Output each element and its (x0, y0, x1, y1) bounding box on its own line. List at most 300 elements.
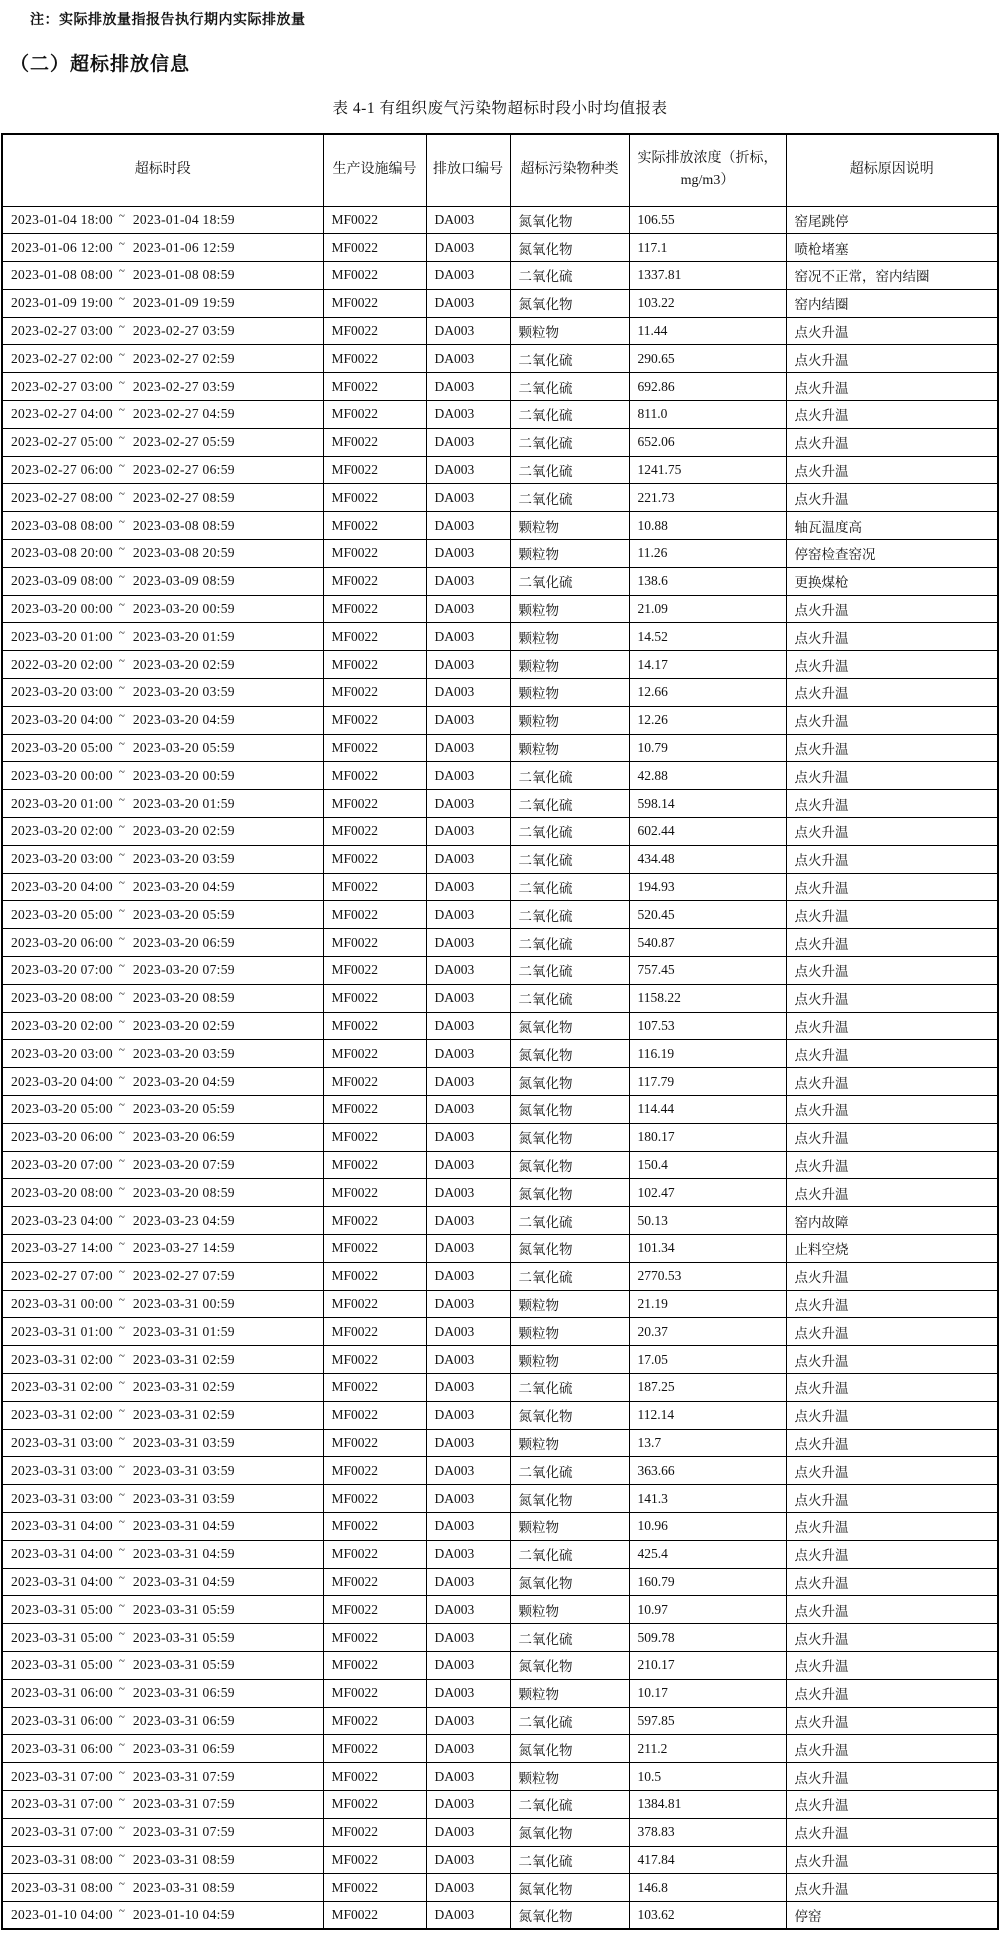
report-note: 注：实际排放量指报告执行期内实际排放量 (30, 13, 306, 28)
reason-cell: 点火升温 (786, 401, 998, 429)
facility-cell: MF0022 (323, 1624, 426, 1652)
period-start: 2023-03-20 04:00 (11, 1073, 113, 1089)
table-body (2, 206, 998, 1929)
facility-cell: MF0022 (323, 845, 426, 873)
period-cell (2, 317, 323, 345)
reason-cell: 点火升温 (786, 623, 998, 651)
reason-cell: 点火升温 (786, 1040, 998, 1068)
table-row (2, 1234, 998, 1262)
period-end: 2023-03-31 05:59 (132, 1657, 235, 1673)
outlet-cell: DA003 (426, 234, 510, 262)
period-end: 2023-03-31 05:59 (132, 1601, 235, 1617)
table-row (2, 1401, 998, 1429)
period-start: 2023-03-20 06:00 (11, 1129, 113, 1145)
period-cell (2, 1624, 323, 1652)
period-start: 2023-03-31 01:00 (11, 1323, 113, 1339)
period-cell (2, 1179, 323, 1207)
period-start: 2023-03-31 02:00 (11, 1379, 113, 1395)
reason-cell: 点火升温 (786, 1874, 998, 1902)
facility-cell: MF0022 (323, 651, 426, 679)
reason-cell: 点火升温 (786, 957, 998, 985)
concentration-cell: 12.66 (629, 679, 786, 707)
period-end: 2023-03-20 03:59 (132, 1045, 235, 1061)
concentration-cell: 10.96 (629, 1512, 786, 1540)
period-separator: ~ (118, 626, 124, 639)
reason-cell: 点火升温 (786, 1373, 998, 1401)
pollutant-cell: 二氧化硫 (510, 428, 629, 456)
facility-cell: MF0022 (323, 1123, 426, 1151)
facility-cell: MF0022 (323, 679, 426, 707)
period-start: 2023-03-08 20:00 (11, 545, 113, 561)
period-separator: ~ (118, 1710, 124, 1723)
period-cell (2, 428, 323, 456)
facility-cell: MF0022 (323, 289, 426, 317)
period-separator: ~ (118, 1016, 124, 1028)
table-row (2, 1485, 998, 1513)
table-row (2, 512, 998, 540)
outlet-cell: DA003 (426, 901, 510, 929)
reason-cell: 停窑检查窑况 (786, 540, 998, 568)
period-cell (2, 1707, 323, 1735)
reason-cell: 窑尾跳停 (786, 206, 998, 234)
period-end: 2023-02-27 06:59 (132, 462, 235, 478)
concentration-cell: 10.17 (629, 1679, 786, 1707)
facility-cell: MF0022 (323, 818, 426, 846)
facility-cell: MF0022 (323, 1874, 426, 1902)
table-row (2, 1262, 998, 1290)
outlet-cell: DA003 (426, 1512, 510, 1540)
concentration-cell: 363.66 (629, 1457, 786, 1485)
period-start: 2022-03-20 02:00 (11, 656, 113, 672)
table-row (2, 1040, 998, 1068)
facility-cell: MF0022 (323, 540, 426, 568)
table-row (2, 1207, 998, 1235)
reason-cell: 点火升温 (786, 706, 998, 734)
reason-cell: 点火升温 (786, 1512, 998, 1540)
concentration-cell: 13.7 (629, 1429, 786, 1457)
period-cell (2, 1485, 323, 1513)
concentration-cell: 107.53 (629, 1012, 786, 1040)
period-cell (2, 734, 323, 762)
concentration-cell: 103.22 (629, 289, 786, 317)
facility-cell: MF0022 (323, 1790, 426, 1818)
period-start: 2023-03-08 08:00 (11, 517, 113, 533)
period-separator: ~ (118, 1238, 124, 1251)
table-row (2, 845, 998, 873)
reason-cell: 止料空烧 (786, 1234, 998, 1262)
outlet-cell: DA003 (426, 1429, 510, 1457)
reason-cell: 点火升温 (786, 1262, 998, 1290)
period-end: 2023-03-31 07:59 (132, 1768, 235, 1784)
outlet-cell: DA003 (426, 679, 510, 707)
period-separator: ~ (118, 376, 124, 389)
period-separator: ~ (118, 404, 124, 417)
period-separator: ~ (118, 1849, 124, 1862)
concentration-cell: 811.0 (629, 401, 786, 429)
table-row (2, 1818, 998, 1846)
concentration-cell: 160.79 (629, 1568, 786, 1596)
facility-cell: MF0022 (323, 1401, 426, 1429)
period-start: 2023-03-31 02:00 (11, 1351, 113, 1367)
period-cell (2, 1151, 323, 1179)
period-start: 2023-03-20 05:00 (11, 740, 113, 756)
period-start: 2023-03-20 03:00 (11, 684, 113, 700)
table-row (2, 1373, 998, 1401)
table-row (2, 1096, 998, 1124)
period-separator: ~ (118, 1377, 124, 1390)
period-cell (2, 679, 323, 707)
period-start: 2023-01-10 04:00 (11, 1907, 113, 1923)
period-end: 2023-03-20 02:59 (132, 1018, 235, 1033)
period-start: 2023-01-06 12:00 (11, 239, 113, 255)
outlet-cell: DA003 (426, 734, 510, 762)
outlet-cell: DA003 (426, 373, 510, 401)
period-end: 2023-03-31 02:59 (132, 1407, 235, 1423)
table-row (2, 1874, 998, 1902)
period-cell (2, 1790, 323, 1818)
pollutant-cell: 二氧化硫 (510, 484, 629, 512)
concentration-cell: 21.19 (629, 1290, 786, 1318)
period-end: 2023-03-08 20:59 (132, 545, 235, 561)
period-start: 2023-02-27 03:00 (11, 378, 113, 394)
facility-cell: MF0022 (323, 1735, 426, 1763)
pollutant-cell: 颗粒物 (510, 1290, 629, 1318)
facility-cell: MF0022 (323, 929, 426, 957)
pollutant-cell: 二氧化硫 (510, 845, 629, 873)
outlet-cell: DA003 (426, 1401, 510, 1429)
exceedance-table (1, 133, 999, 1930)
period-start: 2023-01-04 18:00 (11, 211, 113, 227)
pollutant-cell: 二氧化硫 (510, 1846, 629, 1874)
period-end: 2023-03-20 01:59 (132, 628, 235, 644)
period-end: 2023-03-20 01:59 (132, 795, 235, 811)
reason-cell: 点火升温 (786, 1707, 998, 1735)
period-start: 2023-03-20 07:00 (11, 1156, 113, 1172)
period-start: 2023-03-23 04:00 (11, 1212, 113, 1228)
reason-cell: 点火升温 (786, 1096, 998, 1124)
period-end: 2023-03-20 05:59 (132, 740, 235, 756)
period-cell (2, 623, 323, 651)
reason-cell: 点火升温 (786, 1012, 998, 1040)
reason-cell: 点火升温 (786, 1790, 998, 1818)
facility-cell: MF0022 (323, 1457, 426, 1485)
reason-cell: 点火升温 (786, 679, 998, 707)
outlet-cell: DA003 (426, 818, 510, 846)
period-separator: ~ (118, 654, 124, 667)
period-start: 2023-02-27 06:00 (11, 462, 113, 478)
facility-cell: MF0022 (323, 1679, 426, 1707)
period-start: 2023-01-08 08:00 (11, 267, 113, 283)
concentration-cell: 540.87 (629, 929, 786, 957)
period-start: 2023-03-20 02:00 (11, 823, 113, 839)
period-separator: ~ (118, 765, 124, 778)
facility-cell: MF0022 (323, 401, 426, 429)
reason-cell: 点火升温 (786, 1568, 998, 1596)
period-separator: ~ (118, 1877, 124, 1890)
pollutant-cell: 颗粒物 (510, 623, 629, 651)
period-start: 2023-03-31 08:00 (11, 1851, 113, 1867)
concentration-cell: 757.45 (629, 957, 786, 985)
period-separator: ~ (118, 1516, 124, 1529)
outlet-cell: DA003 (426, 1735, 510, 1763)
reason-cell: 点火升温 (786, 1624, 998, 1652)
period-cell (2, 873, 323, 901)
pollutant-cell: 二氧化硫 (510, 901, 629, 929)
outlet-cell: DA003 (426, 1902, 510, 1930)
table-row (2, 1790, 998, 1818)
period-separator: ~ (118, 209, 124, 222)
outlet-cell: DA003 (426, 1651, 510, 1679)
facility-cell: MF0022 (323, 484, 426, 512)
period-end: 2023-03-09 08:59 (132, 573, 235, 589)
period-cell (2, 1512, 323, 1540)
period-separator: ~ (118, 821, 124, 834)
period-start: 2023-03-20 04:00 (11, 712, 113, 728)
period-separator: ~ (118, 432, 124, 445)
period-cell (2, 345, 323, 373)
pollutant-cell: 氮氧化物 (510, 289, 629, 317)
period-cell (2, 567, 323, 595)
period-cell (2, 1290, 323, 1318)
table-row (2, 1763, 998, 1791)
reason-cell: 窑况不正常，窑内结圈 (786, 262, 998, 290)
table-row (2, 929, 998, 957)
concentration-cell: 378.83 (629, 1818, 786, 1846)
outlet-cell: DA003 (426, 1707, 510, 1735)
pollutant-cell: 二氧化硫 (510, 1624, 629, 1652)
concentration-cell: 290.65 (629, 345, 786, 373)
pollutant-cell: 颗粒物 (510, 734, 629, 762)
facility-cell: MF0022 (323, 1707, 426, 1735)
period-start: 2023-03-20 01:00 (11, 795, 113, 811)
period-end: 2023-03-20 00:59 (132, 767, 235, 783)
reason-cell: 点火升温 (786, 1179, 998, 1207)
outlet-cell: DA003 (426, 929, 510, 957)
pollutant-cell: 二氧化硫 (510, 1790, 629, 1818)
period-start: 2023-03-31 04:00 (11, 1518, 113, 1534)
outlet-cell: DA003 (426, 317, 510, 345)
pollutant-cell: 氮氧化物 (510, 1568, 629, 1596)
period-cell (2, 1373, 323, 1401)
period-cell (2, 1596, 323, 1624)
period-cell (2, 512, 323, 540)
outlet-cell: DA003 (426, 1763, 510, 1791)
reason-cell: 点火升温 (786, 1151, 998, 1179)
period-separator: ~ (118, 1683, 124, 1696)
period-start: 2023-03-20 03:00 (11, 851, 113, 867)
reason-cell: 点火升温 (786, 1290, 998, 1318)
period-cell (2, 1735, 323, 1763)
period-end: 2023-03-20 03:59 (132, 684, 235, 700)
table-row (2, 706, 998, 734)
period-end: 2023-03-31 04:59 (132, 1546, 235, 1562)
reason-cell: 点火升温 (786, 1818, 998, 1846)
period-start: 2023-03-20 08:00 (11, 1184, 113, 1200)
concentration-cell: 106.55 (629, 206, 786, 234)
concentration-cell: 597.85 (629, 1707, 786, 1735)
outlet-cell: DA003 (426, 1234, 510, 1262)
reason-cell: 点火升温 (786, 901, 998, 929)
concentration-cell: 509.78 (629, 1624, 786, 1652)
period-end: 2023-03-20 05:59 (132, 906, 235, 922)
pollutant-cell: 二氧化硫 (510, 818, 629, 846)
concentration-cell: 17.05 (629, 1346, 786, 1374)
period-start: 2023-03-31 05:00 (11, 1601, 113, 1617)
facility-cell: MF0022 (323, 1596, 426, 1624)
outlet-cell: DA003 (426, 1068, 510, 1096)
outlet-cell: DA003 (426, 1624, 510, 1652)
period-start: 2023-03-20 01:00 (11, 628, 113, 644)
pollutant-cell: 氮氧化物 (510, 1874, 629, 1902)
facility-cell: MF0022 (323, 873, 426, 901)
period-start: 2023-03-31 04:00 (11, 1546, 113, 1562)
period-separator: ~ (118, 1460, 124, 1473)
period-cell (2, 540, 323, 568)
concentration-cell: 11.26 (629, 540, 786, 568)
period-end: 2023-01-10 04:59 (132, 1907, 235, 1923)
period-start: 2023-03-31 07:00 (11, 1824, 113, 1840)
period-start: 2023-02-27 03:00 (11, 323, 113, 339)
period-separator: ~ (118, 1571, 124, 1584)
pollutant-cell: 二氧化硫 (510, 401, 629, 429)
table-row (2, 428, 998, 456)
period-end: 2023-03-20 00:59 (132, 601, 235, 617)
concentration-cell: 10.5 (629, 1763, 786, 1791)
period-start: 2023-03-31 05:00 (11, 1657, 113, 1673)
outlet-cell: DA003 (426, 1846, 510, 1874)
pollutant-cell: 氮氧化物 (510, 1123, 629, 1151)
period-cell (2, 1012, 323, 1040)
period-separator: ~ (118, 543, 124, 556)
period-separator: ~ (118, 460, 124, 473)
concentration-cell: 116.19 (629, 1040, 786, 1068)
concentration-cell: 180.17 (629, 1123, 786, 1151)
concentration-cell: 101.34 (629, 1234, 786, 1262)
period-separator: ~ (118, 738, 124, 751)
period-separator: ~ (118, 515, 124, 528)
table-row (2, 1068, 998, 1096)
table-row (2, 289, 998, 317)
pollutant-cell: 二氧化硫 (510, 762, 629, 790)
period-separator: ~ (118, 1794, 124, 1807)
reason-cell: 点火升温 (786, 1485, 998, 1513)
concentration-cell: 103.62 (629, 1902, 786, 1930)
table-row (2, 1179, 998, 1207)
facility-cell: MF0022 (323, 373, 426, 401)
period-start: 2023-03-31 06:00 (11, 1712, 113, 1728)
outlet-cell: DA003 (426, 957, 510, 985)
outlet-cell: DA003 (426, 1596, 510, 1624)
period-separator: ~ (118, 904, 124, 917)
period-separator: ~ (118, 932, 124, 945)
period-end: 2023-03-20 07:59 (132, 1156, 235, 1172)
concentration-cell: 150.4 (629, 1151, 786, 1179)
period-end: 2023-03-20 07:59 (132, 962, 235, 978)
pollutant-cell: 二氧化硫 (510, 373, 629, 401)
pollutant-cell: 氮氧化物 (510, 1040, 629, 1068)
period-separator: ~ (118, 1349, 124, 1362)
period-separator: ~ (118, 1071, 124, 1084)
outlet-cell: DA003 (426, 1373, 510, 1401)
pollutant-cell: 颗粒物 (510, 1429, 629, 1457)
period-cell (2, 1040, 323, 1068)
period-end: 2023-03-31 03:59 (132, 1462, 235, 1478)
pollutant-cell: 二氧化硫 (510, 567, 629, 595)
period-end: 2023-02-27 02:59 (132, 350, 235, 366)
period-separator: ~ (118, 1655, 124, 1668)
pollutant-cell: 氮氧化物 (510, 1012, 629, 1040)
table-row (2, 1318, 998, 1346)
table-row (2, 818, 998, 846)
concentration-cell: 2770.53 (629, 1262, 786, 1290)
period-separator: ~ (118, 1405, 124, 1418)
period-cell (2, 484, 323, 512)
facility-cell: MF0022 (323, 1290, 426, 1318)
reason-cell: 点火升温 (786, 873, 998, 901)
reason-cell: 点火升温 (786, 1651, 998, 1679)
facility-cell: MF0022 (323, 1346, 426, 1374)
reason-cell: 窑内故障 (786, 1207, 998, 1235)
period-end: 2023-03-20 04:59 (132, 879, 235, 895)
concentration-cell: 1337.81 (629, 262, 786, 290)
period-cell (2, 401, 323, 429)
period-end: 2023-02-27 05:59 (132, 434, 235, 450)
table-row (2, 373, 998, 401)
period-end: 2023-03-20 06:59 (132, 934, 235, 950)
facility-cell: MF0022 (323, 1151, 426, 1179)
period-cell (2, 1429, 323, 1457)
outlet-cell: DA003 (426, 706, 510, 734)
period-end: 2023-03-31 08:59 (132, 1879, 235, 1895)
period-separator: ~ (118, 1738, 124, 1751)
period-cell (2, 1679, 323, 1707)
table-row (2, 1568, 998, 1596)
period-end: 2023-03-31 03:59 (132, 1434, 235, 1450)
facility-cell: MF0022 (323, 206, 426, 234)
reason-cell: 点火升温 (786, 734, 998, 762)
pollutant-cell: 氮氧化物 (510, 1401, 629, 1429)
table-row (2, 345, 998, 373)
pollutant-cell: 颗粒物 (510, 679, 629, 707)
concentration-cell: 112.14 (629, 1401, 786, 1429)
period-start: 2023-03-31 08:00 (11, 1879, 113, 1895)
period-end: 2023-02-27 03:59 (132, 323, 235, 339)
table-row (2, 540, 998, 568)
period-separator: ~ (118, 1293, 124, 1306)
col-header-concentration: 实际排放浓度（折标，mg/m3） (629, 134, 786, 206)
pollutant-cell: 氮氧化物 (510, 206, 629, 234)
period-cell (2, 706, 323, 734)
period-start: 2023-03-31 06:00 (11, 1740, 113, 1756)
concentration-cell: 1384.81 (629, 1790, 786, 1818)
outlet-cell: DA003 (426, 1874, 510, 1902)
pollutant-cell: 氮氧化物 (510, 1068, 629, 1096)
concentration-cell: 10.79 (629, 734, 786, 762)
concentration-cell: 14.52 (629, 623, 786, 651)
concentration-cell: 50.13 (629, 1207, 786, 1235)
concentration-cell: 10.97 (629, 1596, 786, 1624)
period-start: 2023-01-09 19:00 (11, 295, 113, 311)
facility-cell: MF0022 (323, 1012, 426, 1040)
reason-cell: 点火升温 (786, 428, 998, 456)
table-row (2, 651, 998, 679)
reason-cell: 点火升温 (786, 456, 998, 484)
table-row (2, 623, 998, 651)
period-cell (2, 262, 323, 290)
concentration-cell: 14.17 (629, 651, 786, 679)
period-end: 2023-03-27 14:59 (132, 1240, 235, 1256)
concentration-cell: 194.93 (629, 873, 786, 901)
